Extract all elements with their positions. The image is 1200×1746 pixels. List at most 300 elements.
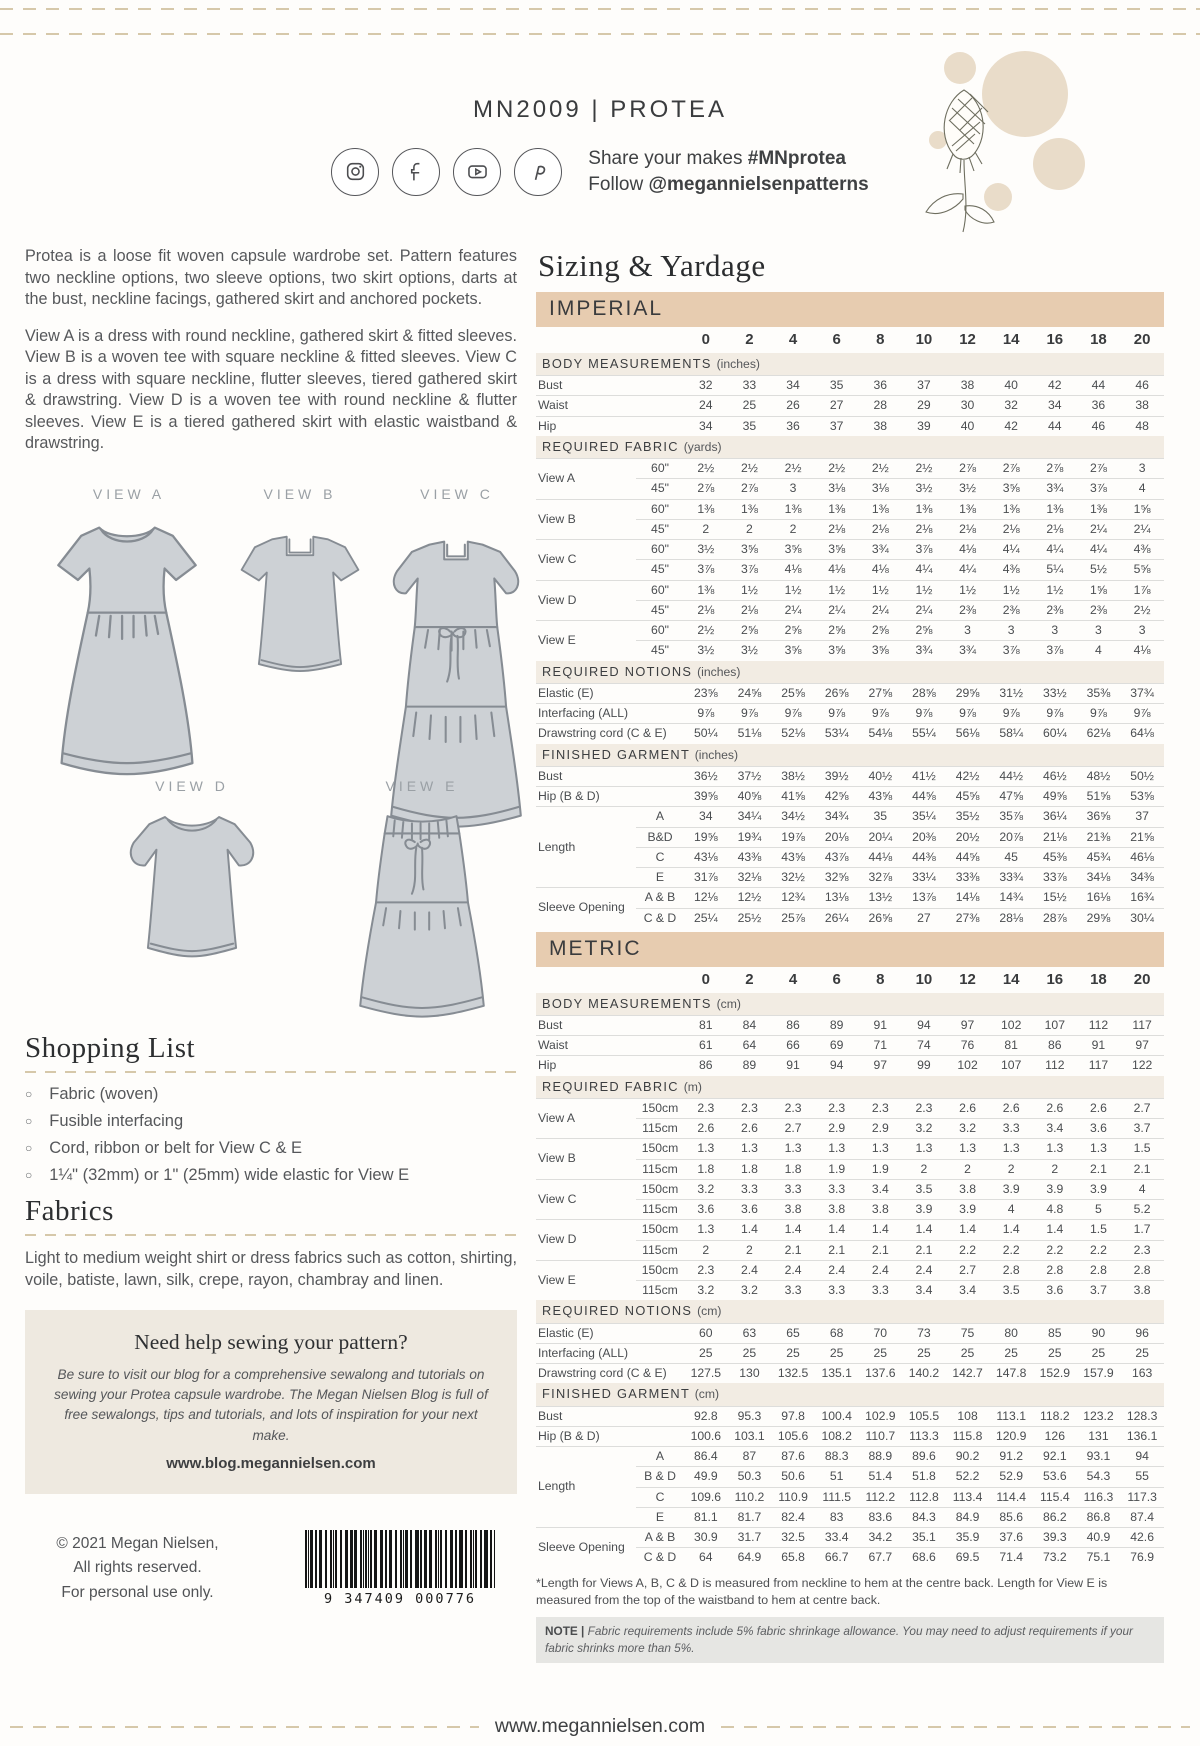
table-section-header: FINISHED GARMENT (cm)	[536, 1383, 1164, 1406]
size-header: 16	[1046, 970, 1064, 988]
table-cell: 112.8	[902, 1487, 946, 1507]
table-cell: 4¼	[902, 560, 946, 580]
table-cell: 89.6	[902, 1447, 946, 1467]
table-cell: 2¼	[815, 600, 859, 620]
blog-url-link[interactable]: www.blog.megannielsen.com	[166, 1455, 376, 1473]
row-label: Hip	[536, 416, 684, 436]
table-cell: 109.6	[684, 1487, 728, 1507]
table-cell: 1⅜	[1033, 499, 1077, 519]
table-cell: 91	[1077, 1036, 1121, 1056]
table-cell: 96	[1120, 1323, 1164, 1343]
table-cell: 51.4	[859, 1467, 903, 1487]
table-cell: 44	[1077, 376, 1121, 396]
row-sublabel: E	[636, 1507, 684, 1527]
row-label: Hip (B & D)	[536, 787, 684, 807]
table-cell: 32⅞	[859, 868, 903, 888]
table-cell: 2.1	[815, 1240, 859, 1260]
table-cell: 9⅞	[1120, 704, 1164, 724]
table-cell: 3⅝	[728, 540, 772, 560]
row-sublabel: E	[636, 868, 684, 888]
table-cell: 37	[815, 416, 859, 436]
table-cell: 2.2	[1033, 1240, 1077, 1260]
table-cell: 80	[989, 1323, 1033, 1343]
intro-text	[25, 246, 517, 455]
table-cell: 3.8	[771, 1200, 815, 1220]
table-cell: 3	[1033, 621, 1077, 641]
table-cell: 13½	[859, 888, 903, 908]
intro-paragraph-1: Protea is a loose fit woven capsule wardrobe set. Pattern features two neckline options, two sleeve options, two skirt options, darts at the bust, neckline facings, gathered skirt and anchored pockets.	[25, 247, 517, 309]
table-cell: 2⅛	[859, 519, 903, 539]
table-cell: 2.8	[989, 1260, 1033, 1280]
row-sublabel: 45"	[636, 560, 684, 580]
table-cell: 33	[728, 376, 772, 396]
table-row	[536, 1220, 1164, 1240]
table-cell: 1.3	[684, 1139, 728, 1159]
table-cell: 25¼	[684, 908, 728, 928]
table-cell: 42½	[946, 766, 990, 786]
table-cell: 103.1	[728, 1426, 772, 1446]
view-b-label: VIEW B	[263, 485, 337, 502]
table-cell: 3.3	[815, 1281, 859, 1301]
table-cell: 4⅛	[771, 560, 815, 580]
table-cell: 85.6	[989, 1507, 1033, 1527]
table-cell: 56⅛	[946, 724, 990, 744]
table-cell: 90	[1077, 1323, 1121, 1343]
table-cell: 2⅞	[1033, 459, 1077, 479]
table-cell: 75	[946, 1323, 990, 1343]
table-row	[536, 621, 1164, 641]
table-cell: 38	[1120, 396, 1164, 416]
table-cell: 34⅜	[1120, 868, 1164, 888]
share-hashtag[interactable]: #MNprotea	[747, 148, 846, 169]
row-sublabel: B & D	[636, 1467, 684, 1487]
help-box-title: Need help sewing your pattern?	[134, 1329, 408, 1354]
table-cell: 2.9	[815, 1119, 859, 1139]
youtube-icon[interactable]	[453, 148, 501, 196]
table-cell: 38½	[771, 766, 815, 786]
table-section-header: BODY MEASUREMENTS (cm)	[536, 993, 1164, 1016]
row-label: View B	[536, 1139, 636, 1180]
table-cell: 92.1	[1033, 1447, 1077, 1467]
table-cell: 34½	[771, 807, 815, 827]
table-cell: 1⅝	[1120, 499, 1164, 519]
table-cell: 2.4	[771, 1260, 815, 1280]
table-cell: 26⅝	[859, 908, 903, 928]
table-cell: 42	[1033, 376, 1077, 396]
table-cell: 25	[815, 1343, 859, 1363]
table-cell: 1.7	[1120, 1220, 1164, 1240]
table-cell: 39	[902, 416, 946, 436]
table-cell: 55	[1120, 1467, 1164, 1487]
footer-url-link[interactable]: www.megannielsen.com	[494, 1715, 706, 1737]
table-cell: 1⅜	[815, 499, 859, 519]
table-cell: 35⅜	[1077, 683, 1121, 703]
table-cell: 20½	[946, 827, 990, 847]
table-cell: 84	[728, 1015, 772, 1035]
table-cell: 105.5	[902, 1406, 946, 1426]
table-cell: 2⅝	[728, 621, 772, 641]
view-a-label: VIEW A	[92, 485, 166, 502]
table-cell: 51⅝	[1077, 787, 1121, 807]
table-cell: 2.3	[815, 1098, 859, 1118]
table-cell: 2	[684, 519, 728, 539]
table-row	[536, 1015, 1164, 1035]
header	[0, 0, 1200, 197]
table-cell: 152.9	[1033, 1364, 1077, 1384]
table-cell: 3.3	[815, 1179, 859, 1199]
pinterest-icon[interactable]	[514, 148, 562, 196]
shopping-item-label: Fusible interfacing	[49, 1111, 184, 1130]
table-cell: 67.7	[859, 1548, 903, 1568]
table-cell: 87.6	[771, 1447, 815, 1467]
size-header-row	[536, 967, 1164, 993]
table-cell: 37.6	[989, 1528, 1033, 1548]
table-cell: 1.4	[859, 1220, 903, 1240]
table-cell: 1.4	[946, 1220, 990, 1240]
table-cell: 35	[859, 807, 903, 827]
table-cell: 1.9	[859, 1159, 903, 1179]
size-header: 4	[788, 331, 798, 348]
table-row	[536, 1139, 1164, 1159]
size-header: 8	[876, 331, 885, 348]
table-cell: 71	[859, 1036, 903, 1056]
table-cell: 63	[728, 1323, 772, 1343]
table-cell: 4⅜	[1120, 540, 1164, 560]
table-cell: 52.9	[989, 1467, 1033, 1487]
imperial-table	[536, 327, 1164, 928]
table-cell: 1½	[946, 580, 990, 600]
table-cell: 1.4	[728, 1220, 772, 1240]
table-cell: 97	[946, 1015, 990, 1035]
table-cell: 110.9	[771, 1487, 815, 1507]
row-label: View E	[536, 1260, 636, 1300]
row-sublabel: C	[636, 847, 684, 867]
table-cell: 2.4	[728, 1260, 772, 1280]
table-cell: 35.9	[946, 1528, 990, 1548]
table-cell: 25	[728, 396, 772, 416]
view-b-top-illustration	[227, 508, 373, 706]
row-sublabel: 45"	[636, 479, 684, 499]
table-cell: 113.3	[902, 1426, 946, 1446]
footer	[0, 1715, 1200, 1738]
table-cell: 14¾	[989, 888, 1033, 908]
table-cell: 3.3	[989, 1119, 1033, 1139]
table-cell: 49.9	[684, 1467, 728, 1487]
table-cell: 48	[1120, 416, 1164, 436]
table-cell: 25⅝	[771, 683, 815, 703]
table-cell: 2.2	[989, 1240, 1033, 1260]
table-cell: 1.4	[771, 1220, 815, 1240]
table-cell: 50½	[1120, 766, 1164, 786]
table-cell: 25⅞	[771, 908, 815, 928]
table-cell: 3¾	[859, 540, 903, 560]
table-cell: 3	[989, 621, 1033, 641]
table-cell: 81.7	[728, 1507, 772, 1527]
row-label: View B	[536, 499, 636, 540]
table-cell: 83	[815, 1507, 859, 1527]
view-d-top-illustration	[113, 800, 271, 982]
table-cell: 54.3	[1077, 1467, 1121, 1487]
row-label: Bust	[536, 1015, 684, 1035]
table-cell: 32.5	[771, 1528, 815, 1548]
table-cell: 3	[1077, 621, 1121, 641]
table-cell: 3⅞	[1077, 479, 1121, 499]
size-header: 4	[788, 970, 798, 988]
table-cell: 3.2	[728, 1281, 772, 1301]
table-cell: 25	[1033, 1343, 1077, 1363]
view-a-dress-illustration	[37, 508, 217, 786]
table-cell: 1½	[989, 580, 1033, 600]
table-cell: 27⅝	[859, 683, 903, 703]
row-sublabel: A & B	[636, 888, 684, 908]
table-cell: 3.3	[771, 1281, 815, 1301]
table-cell: 1.3	[989, 1139, 1033, 1159]
table-cell: 2	[902, 1159, 946, 1179]
table-cell: 9⅞	[728, 704, 772, 724]
table-section-header: REQUIRED FABRIC (yards)	[536, 436, 1164, 459]
table-cell: 2⅛	[728, 600, 772, 620]
row-sublabel: 45"	[636, 641, 684, 661]
table-cell: 27	[815, 396, 859, 416]
shopping-list-title: Shopping List	[25, 1031, 196, 1064]
table-row	[536, 888, 1164, 908]
table-cell: 2¼	[902, 600, 946, 620]
table-cell: 2¼	[1077, 519, 1121, 539]
table-cell: 68	[815, 1323, 859, 1343]
table-cell: 46½	[1033, 766, 1077, 786]
table-cell: 81	[989, 1036, 1033, 1056]
table-cell: 48½	[1077, 766, 1121, 786]
page-title: MN2009 | PROTEA	[473, 96, 727, 123]
table-cell: 64.9	[728, 1548, 772, 1568]
table-cell: 28⅝	[902, 683, 946, 703]
table-cell: 12½	[728, 888, 772, 908]
table-cell: 2⅛	[902, 519, 946, 539]
social-icons	[331, 148, 562, 196]
row-label: Length	[536, 1447, 636, 1528]
table-cell: 44⅝	[902, 787, 946, 807]
table-cell: 25	[989, 1343, 1033, 1363]
table-cell: 94	[902, 1015, 946, 1035]
table-cell: 68.6	[902, 1548, 946, 1568]
table-cell: 42⅝	[815, 787, 859, 807]
table-cell: 113.4	[946, 1487, 990, 1507]
table-row	[536, 704, 1164, 724]
table-cell: 37	[1120, 807, 1164, 827]
table-section-header: REQUIRED NOTIONS (cm)	[536, 1300, 1164, 1323]
circle-bullet-icon: ○	[25, 1140, 33, 1155]
row-label: Elastic (E)	[536, 683, 684, 703]
table-cell: 20¼	[859, 827, 903, 847]
table-cell: 157.9	[1077, 1364, 1121, 1384]
row-sublabel: A & B	[636, 1528, 684, 1548]
table-cell: 2¼	[1120, 519, 1164, 539]
table-row	[536, 1260, 1164, 1280]
table-row	[536, 416, 1164, 436]
table-cell: 107	[989, 1056, 1033, 1076]
table-cell: 87.4	[1120, 1507, 1164, 1527]
circle-bullet-icon: ○	[25, 1113, 33, 1128]
table-cell: 2.8	[1033, 1260, 1077, 1280]
table-cell: 117.3	[1120, 1487, 1164, 1507]
table-cell: 44⅝	[946, 847, 990, 867]
table-cell: 5	[1077, 1200, 1121, 1220]
table-cell: 81.1	[684, 1507, 728, 1527]
table-cell: 2⅞	[684, 479, 728, 499]
table-cell: 3.9	[1033, 1179, 1077, 1199]
table-cell: 16¾	[1120, 888, 1164, 908]
table-cell: 86	[771, 1015, 815, 1035]
dashed-rule	[25, 1071, 517, 1073]
footer-dashed-line	[721, 1726, 1190, 1728]
table-cell: 108.2	[815, 1426, 859, 1446]
table-cell: 2.2	[1077, 1240, 1121, 1260]
table-cell: 2.1	[859, 1240, 903, 1260]
shrinkage-note	[536, 1617, 1164, 1663]
table-row	[536, 499, 1164, 519]
table-cell: 14⅛	[946, 888, 990, 908]
table-cell: 2⅝	[859, 621, 903, 641]
table-row	[536, 1036, 1164, 1056]
table-cell: 25	[771, 1343, 815, 1363]
table-cell: 131	[1077, 1426, 1121, 1446]
row-sublabel: 60"	[636, 499, 684, 519]
row-sublabel: 60"	[636, 580, 684, 600]
table-cell: 62⅛	[1077, 724, 1121, 744]
table-cell: 73	[902, 1323, 946, 1343]
table-cell: 34	[1033, 396, 1077, 416]
table-cell: 2¼	[771, 600, 815, 620]
row-sublabel: 115cm	[636, 1119, 684, 1139]
table-cell: 64⅛	[1120, 724, 1164, 744]
row-label: Sleeve Opening	[536, 888, 636, 928]
table-cell: 1.4	[1033, 1220, 1077, 1240]
size-header: 18	[1090, 970, 1107, 988]
table-cell: 123.2	[1077, 1406, 1121, 1426]
table-cell: 45¾	[1077, 847, 1121, 867]
table-cell: 88.3	[815, 1447, 859, 1467]
table-cell: 38	[946, 376, 990, 396]
table-cell: 5.2	[1120, 1200, 1164, 1220]
table-cell: 5¼	[1033, 560, 1077, 580]
sizing-column	[536, 248, 1164, 1663]
table-cell: 2⅞	[946, 459, 990, 479]
row-label: View C	[536, 1179, 636, 1220]
table-cell: 69.5	[946, 1548, 990, 1568]
table-cell: 45⅜	[1033, 847, 1077, 867]
table-cell: 42.6	[1120, 1528, 1164, 1548]
table-cell: 44½	[989, 766, 1033, 786]
table-cell: 13⅛	[815, 888, 859, 908]
imperial-band: IMPERIAL	[536, 292, 1164, 327]
table-cell: 3⅝	[815, 641, 859, 661]
table-cell: 50¼	[684, 724, 728, 744]
table-cell: 32½	[771, 868, 815, 888]
table-cell: 126	[1033, 1426, 1077, 1446]
table-cell: 1½	[902, 580, 946, 600]
barcode	[305, 1530, 495, 1607]
table-cell: 1½	[771, 580, 815, 600]
table-cell: 36¼	[1033, 807, 1077, 827]
facebook-icon[interactable]	[392, 148, 440, 196]
table-cell: 25	[728, 1343, 772, 1363]
table-cell: 2.3	[728, 1098, 772, 1118]
table-cell: 31.7	[728, 1528, 772, 1548]
share-handle[interactable]: @megannielsenpatterns	[648, 173, 869, 195]
table-cell: 41⅝	[771, 787, 815, 807]
instagram-icon[interactable]	[331, 148, 379, 196]
table-cell: 2⅛	[989, 519, 1033, 539]
size-header: 10	[915, 331, 933, 348]
table-cell: 4.8	[1033, 1200, 1077, 1220]
table-cell: 53.6	[1033, 1467, 1077, 1487]
table-cell: 12⅛	[684, 888, 728, 908]
table-cell: 102	[946, 1056, 990, 1076]
row-sublabel: 45"	[636, 600, 684, 620]
table-cell: 2.7	[771, 1119, 815, 1139]
table-cell: 32	[989, 396, 1033, 416]
table-cell: 44	[1033, 416, 1077, 436]
table-cell: 112	[1077, 1015, 1121, 1035]
table-cell: 3½	[684, 641, 728, 661]
table-cell: 3.6	[728, 1200, 772, 1220]
table-cell: 51.8	[902, 1467, 946, 1487]
table-cell: 91.2	[989, 1447, 1033, 1467]
table-cell: 117	[1120, 1015, 1164, 1035]
table-cell: 127.5	[684, 1364, 728, 1384]
table-cell: 46	[1077, 416, 1121, 436]
table-cell: 3½	[684, 540, 728, 560]
table-cell: 2.6	[684, 1119, 728, 1139]
table-cell: 3.2	[684, 1281, 728, 1301]
row-sublabel: 45"	[636, 519, 684, 539]
table-cell: 90.2	[946, 1447, 990, 1467]
table-cell: 5½	[1077, 560, 1121, 580]
table-cell: 33¾	[989, 868, 1033, 888]
table-cell: 36½	[684, 766, 728, 786]
table-row	[536, 540, 1164, 560]
table-cell: 61	[684, 1036, 728, 1056]
size-header: 2	[745, 331, 754, 348]
table-cell: 58¼	[989, 724, 1033, 744]
size-header-row	[536, 327, 1164, 353]
table-cell: 163	[1120, 1364, 1164, 1384]
row-sublabel: 115cm	[636, 1200, 684, 1220]
table-cell: 28	[859, 396, 903, 416]
table-row	[536, 376, 1164, 396]
table-cell: 25	[902, 1343, 946, 1363]
table-cell: 2½	[815, 459, 859, 479]
table-cell: 16⅛	[1077, 888, 1121, 908]
table-cell: 3.6	[684, 1200, 728, 1220]
share-line2: Follow	[588, 173, 649, 195]
table-cell: 34⅛	[1077, 868, 1121, 888]
table-cell: 112	[1033, 1056, 1077, 1076]
table-cell: 94	[1120, 1447, 1164, 1467]
circle-bullet-icon: ○	[25, 1167, 33, 1182]
table-cell: 50.6	[771, 1467, 815, 1487]
row-label: View C	[536, 540, 636, 581]
table-cell: 40.9	[1077, 1528, 1121, 1548]
table-cell: 9⅞	[1033, 704, 1077, 724]
table-cell: 2⅞	[1077, 459, 1121, 479]
table-cell: 4⅛	[946, 540, 990, 560]
row-label: View A	[536, 459, 636, 500]
table-row	[536, 1179, 1164, 1199]
table-cell: 1.3	[728, 1139, 772, 1159]
table-cell: 3⅞	[1033, 641, 1077, 661]
table-cell: 32⅛	[728, 868, 772, 888]
